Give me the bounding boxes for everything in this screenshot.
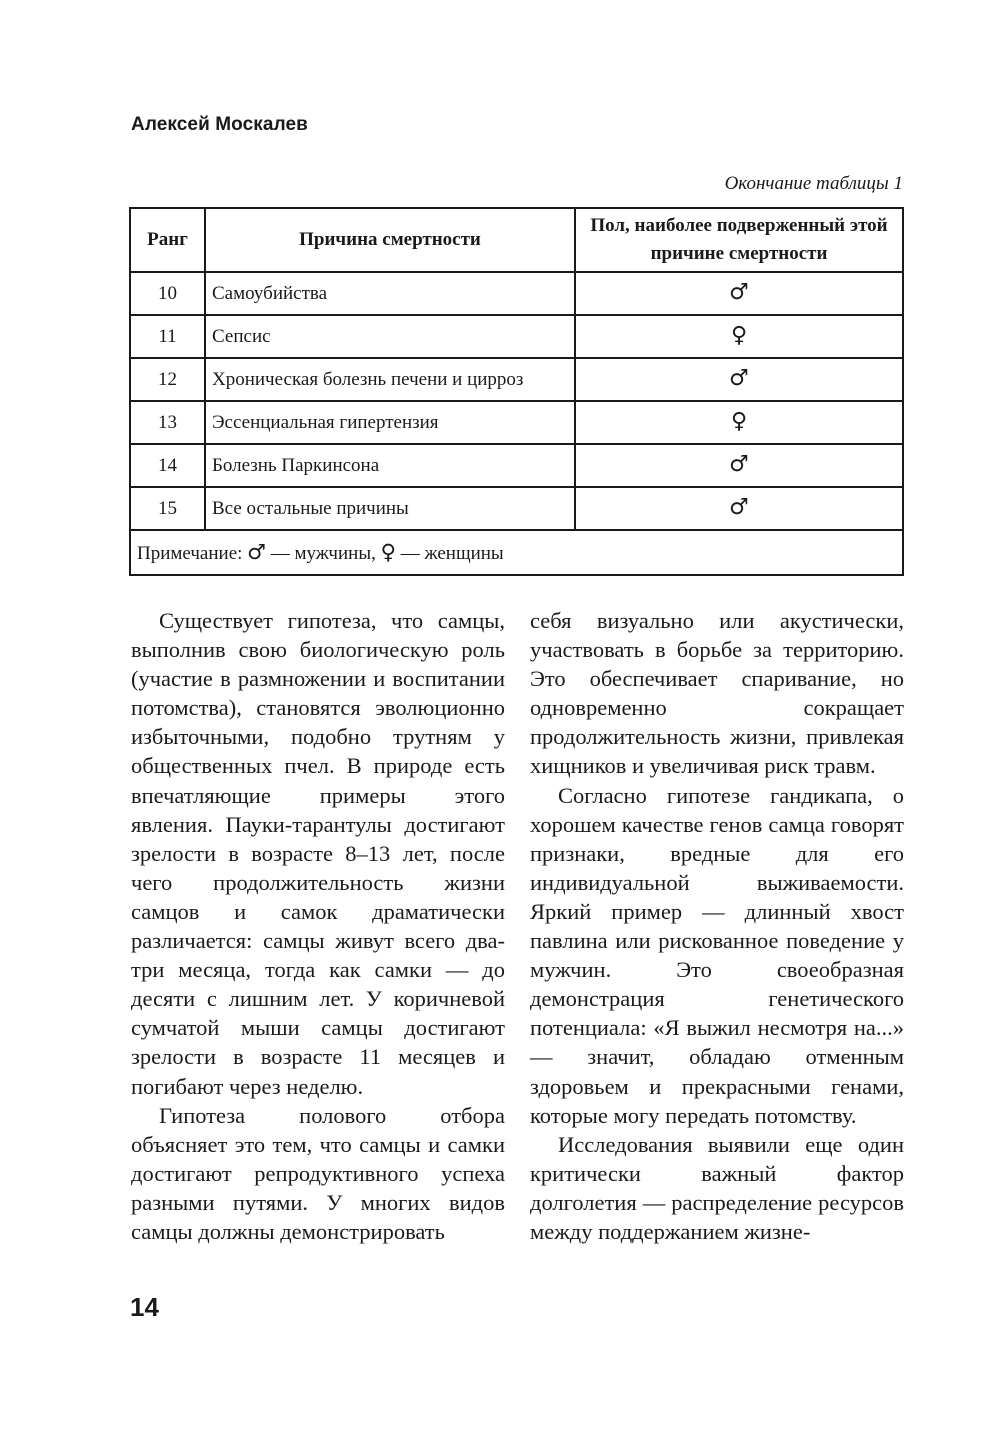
header-rank: Ранг (130, 208, 205, 272)
mortality-table (129, 207, 904, 576)
paragraph: Согласно гипотезе гандикапа, о хорошем качестве генов самца говорят признаки, вредные для его индивидуальной выживаемости. Яркий пример — длинный хвост павлина или рискованное поведение у мужчин. Это своеобразная демонстрация генетического потенциала: «Я выжил несмотря на...» — значит, обладаю отменным здоровьем и прекрасными генами, которые могу передать потомству. (530, 782, 904, 1128)
table-row (130, 401, 903, 444)
cause-cell: Эссенциальная гипертензия (205, 401, 575, 444)
note-prefix: Примечание: (137, 543, 243, 564)
table-header-row (130, 208, 903, 272)
sex-cell (575, 272, 903, 315)
table-row (130, 487, 903, 530)
table-note (130, 530, 903, 575)
paragraph: Существует гипотеза, что самцы, выполнив свою биологическую роль (участие в размножении и воспитании потомства), становятся эволюционно избыточными, подобно трутням у общественных пчел. В природе есть впечатляющие примеры этого явления. Пауки-тарантулы достигают зрелости в возрасте 8–13 лет, после чего продолжительность жизни самцов и самок драматически различается: самцы живут всего два-три месяца, тогда как самки — до десяти с лишним лет. У коричневой сумчатой мыши самцы достигают зрелости в возрасте 11 месяцев и погибают через неделю. (131, 608, 505, 1099)
table-row (130, 272, 903, 315)
page-number: 14 (130, 1292, 159, 1322)
rank-cell: 10 (130, 272, 205, 315)
sex-cell (575, 401, 903, 444)
sex-cell (575, 358, 903, 401)
male-symbol-icon: ♂ (729, 495, 749, 520)
male-symbol-icon: ♂ (247, 540, 266, 564)
female-symbol-icon: ♀ (380, 540, 396, 564)
rank-cell: 12 (130, 358, 205, 401)
sex-cell (575, 315, 903, 358)
paragraph: Гипотеза полового отбора объясняет это тем, что самцы и самки достигают репродуктивного успеха разными путями. У многих видов самцы должны демонстрировать (131, 1102, 505, 1244)
female-symbol-icon: ♀ (730, 323, 748, 348)
paragraph: Исследования выявили еще один критически важный фактор долголетия — распределение ресурсов между поддержанием жизне- (530, 1131, 904, 1244)
table-row (130, 444, 903, 487)
female-symbol-icon: ♀ (730, 409, 748, 434)
rank-cell: 11 (130, 315, 205, 358)
male-symbol-icon: ♂ (729, 366, 749, 391)
body-column-right (530, 606, 904, 1246)
male-symbol-icon: ♂ (729, 280, 749, 305)
paragraph: себя визуально или акустически, участвовать в борьбе за территорию. Это обеспечивает спаривание, но одновременно сокращает продолжительность жизни, привлекая хищников и увеличивая риск травм. (530, 608, 904, 779)
table-caption: Окончание таблицы 1 (724, 173, 903, 194)
cause-cell: Болезнь Паркинсона (205, 444, 575, 487)
note-male-text: — мужчины, (270, 543, 376, 564)
header-sex: Пол, наиболее подверженный этой причине смертности (575, 208, 903, 272)
rank-cell: 15 (130, 487, 205, 530)
rank-cell: 14 (130, 444, 205, 487)
rank-cell: 13 (130, 401, 205, 444)
sex-cell (575, 444, 903, 487)
table-note-row (130, 530, 903, 575)
body-column-left (131, 606, 505, 1246)
table-row (130, 358, 903, 401)
cause-cell: Самоубийства (205, 272, 575, 315)
running-head-author: Алексей Москалев (131, 114, 308, 135)
header-cause: Причина смертности (205, 208, 575, 272)
note-female-text: — женщины (400, 543, 504, 564)
cause-cell: Сепсис (205, 315, 575, 358)
table-row (130, 315, 903, 358)
cause-cell: Все остальные причины (205, 487, 575, 530)
sex-cell (575, 487, 903, 530)
male-symbol-icon: ♂ (729, 452, 749, 477)
cause-cell: Хроническая болезнь печени и цирроз (205, 358, 575, 401)
